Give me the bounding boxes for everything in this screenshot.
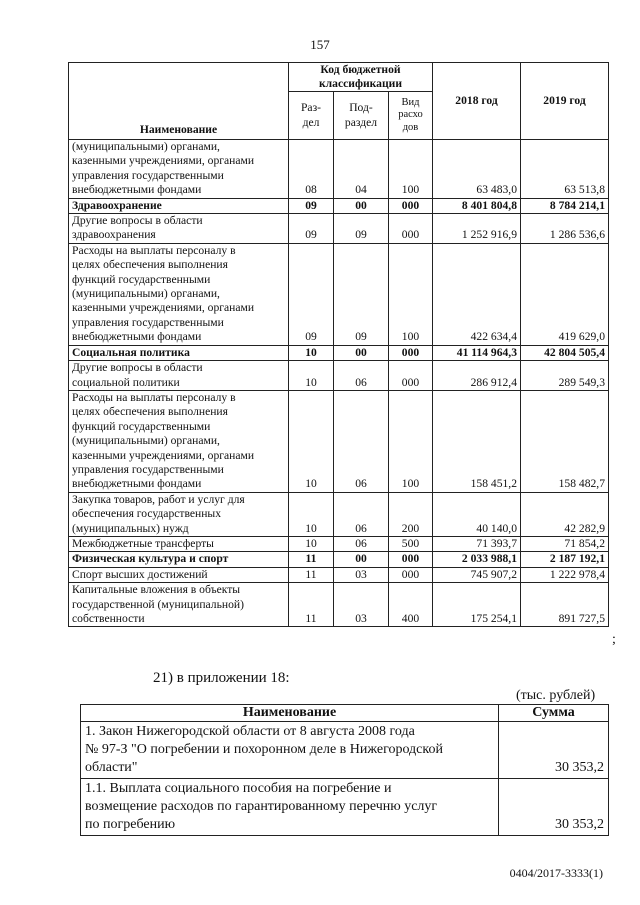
row-value-2018: 175 254,1	[433, 583, 521, 627]
row-expense-type: 000	[389, 198, 433, 213]
row-section: 11	[289, 567, 334, 582]
appendix-table	[80, 704, 609, 836]
row-value-2019: 1 222 978,4	[521, 567, 609, 582]
table-row	[69, 345, 609, 360]
row-subsection: 06	[334, 390, 389, 492]
row-section: 10	[289, 361, 334, 391]
row-value-2018: 286 912,4	[433, 361, 521, 391]
col-header-name: Наименование	[81, 705, 499, 722]
row-value-2018: 745 907,2	[433, 567, 521, 582]
row-name: Социальная политика	[69, 345, 289, 360]
row-value-2018: 422 634,4	[433, 243, 521, 345]
row-value-2019: 2 187 192,1	[521, 552, 609, 567]
table-row	[69, 198, 609, 213]
row-value-2018: 2 033 988,1	[433, 552, 521, 567]
row-value-2018: 1 252 916,9	[433, 214, 521, 244]
row-name: Спорт высших достижений	[69, 567, 289, 582]
row-value-2019: 1 286 536,6	[521, 214, 609, 244]
row-expense-type: 100	[389, 140, 433, 199]
row-sum: 30 353,2	[499, 779, 609, 836]
col-header-budget-code: Код бюджетной классификации	[289, 63, 433, 92]
row-section: 11	[289, 583, 334, 627]
table-row	[69, 567, 609, 582]
row-section: 08	[289, 140, 334, 199]
table-row	[69, 492, 609, 536]
row-subsection: 06	[334, 536, 389, 551]
page-number: 157	[310, 37, 330, 52]
row-expense-type: 000	[389, 214, 433, 244]
row-subsection: 00	[334, 198, 389, 213]
row-value-2018: 8 401 804,8	[433, 198, 521, 213]
row-value-2019: 891 727,5	[521, 583, 609, 627]
row-value-2019: 8 784 214,1	[521, 198, 609, 213]
row-expense-type: 200	[389, 492, 433, 536]
row-value-2019: 289 549,3	[521, 361, 609, 391]
row-section: 10	[289, 492, 334, 536]
row-expense-type: 000	[389, 567, 433, 582]
row-name: Межбюджетные трансферты	[69, 536, 289, 551]
col-header-sum: Сумма	[499, 705, 609, 722]
row-value-2018: 71 393,7	[433, 536, 521, 551]
table-row	[69, 214, 609, 244]
row-section: 10	[289, 390, 334, 492]
row-value-2018: 40 140,0	[433, 492, 521, 536]
table-row	[81, 779, 609, 836]
col-header-2018: 2018 год	[433, 63, 521, 140]
row-section: 10	[289, 536, 334, 551]
row-subsection: 00	[334, 345, 389, 360]
row-name: Здравоохранение	[69, 198, 289, 213]
units-label: (тыс. рублей)	[516, 688, 596, 703]
row-subsection: 04	[334, 140, 389, 199]
row-name: Другие вопросы в области социальной политики	[69, 361, 289, 391]
row-subsection: 09	[334, 243, 389, 345]
table-row	[69, 536, 609, 551]
row-expense-type: 400	[389, 583, 433, 627]
row-value-2018: 63 483,0	[433, 140, 521, 199]
row-expense-type: 100	[389, 390, 433, 492]
row-value-2019: 42 282,9	[521, 492, 609, 536]
row-sum: 30 353,2	[499, 722, 609, 779]
row-name: Закупка товаров, работ и услуг для обеспечения государственных (муниципальных) нужд	[69, 492, 289, 536]
row-value-2018: 158 451,2	[433, 390, 521, 492]
row-expense-type: 000	[389, 552, 433, 567]
row-name: 1.1. Выплата социального пособия на погребение и возмещение расходов по гарантированному перечню услуг по погребению	[81, 779, 499, 836]
col-header-expense-type: Вид расхо дов	[389, 92, 433, 140]
row-section: 10	[289, 345, 334, 360]
row-name: (муниципальными) органами, казенными учреждениями, органами управления государственными внебюджетными фондами	[69, 140, 289, 199]
row-subsection: 03	[334, 567, 389, 582]
row-name: Расходы на выплаты персоналу в целях обеспечения выполнения функций государственными (муниципальными) органами, казенными учреждениями, органами управления государственными внебюджетными фондами	[69, 243, 289, 345]
row-subsection: 06	[334, 492, 389, 536]
row-section: 09	[289, 214, 334, 244]
table-row	[69, 140, 609, 199]
row-name: Другие вопросы в области здравоохранения	[69, 214, 289, 244]
trailing-semicolon: ;	[612, 632, 616, 647]
row-value-2019: 63 513,8	[521, 140, 609, 199]
col-header-name: Наименование	[69, 63, 289, 140]
row-subsection: 03	[334, 583, 389, 627]
row-section: 11	[289, 552, 334, 567]
table-row	[69, 243, 609, 345]
table-row	[69, 361, 609, 391]
row-expense-type: 000	[389, 361, 433, 391]
table-row	[69, 552, 609, 567]
row-subsection: 09	[334, 214, 389, 244]
row-section: 09	[289, 243, 334, 345]
row-value-2019: 71 854,2	[521, 536, 609, 551]
row-subsection: 00	[334, 552, 389, 567]
col-header-section: Раз- дел	[289, 92, 334, 140]
row-name: 1. Закон Нижегородской области от 8 августа 2008 года № 97-З "О погребении и похоронном деле в Нижегородской области"	[81, 722, 499, 779]
document-code: 0404/2017-3333(1)	[509, 866, 603, 880]
table-row	[69, 583, 609, 627]
row-value-2019: 419 629,0	[521, 243, 609, 345]
row-name: Капитальные вложения в объекты государственной (муниципальной) собственности	[69, 583, 289, 627]
row-expense-type: 500	[389, 536, 433, 551]
col-header-subsection: Под- раздел	[334, 92, 389, 140]
col-header-2019: 2019 год	[521, 63, 609, 140]
table-row	[81, 722, 609, 779]
row-value-2018: 41 114 964,3	[433, 345, 521, 360]
intro-text: 21) в приложении 18:	[153, 670, 290, 686]
row-name: Физическая культура и спорт	[69, 552, 289, 567]
row-expense-type: 000	[389, 345, 433, 360]
row-subsection: 06	[334, 361, 389, 391]
row-expense-type: 100	[389, 243, 433, 345]
row-value-2019: 158 482,7	[521, 390, 609, 492]
row-name: Расходы на выплаты персоналу в целях обеспечения выполнения функций государственными (муниципальными) органами, казенными учреждениями, органами управления государственными внебюджетными фондами	[69, 390, 289, 492]
row-value-2019: 42 804 505,4	[521, 345, 609, 360]
budget-table	[68, 62, 609, 627]
row-section: 09	[289, 198, 334, 213]
table-row	[69, 390, 609, 492]
